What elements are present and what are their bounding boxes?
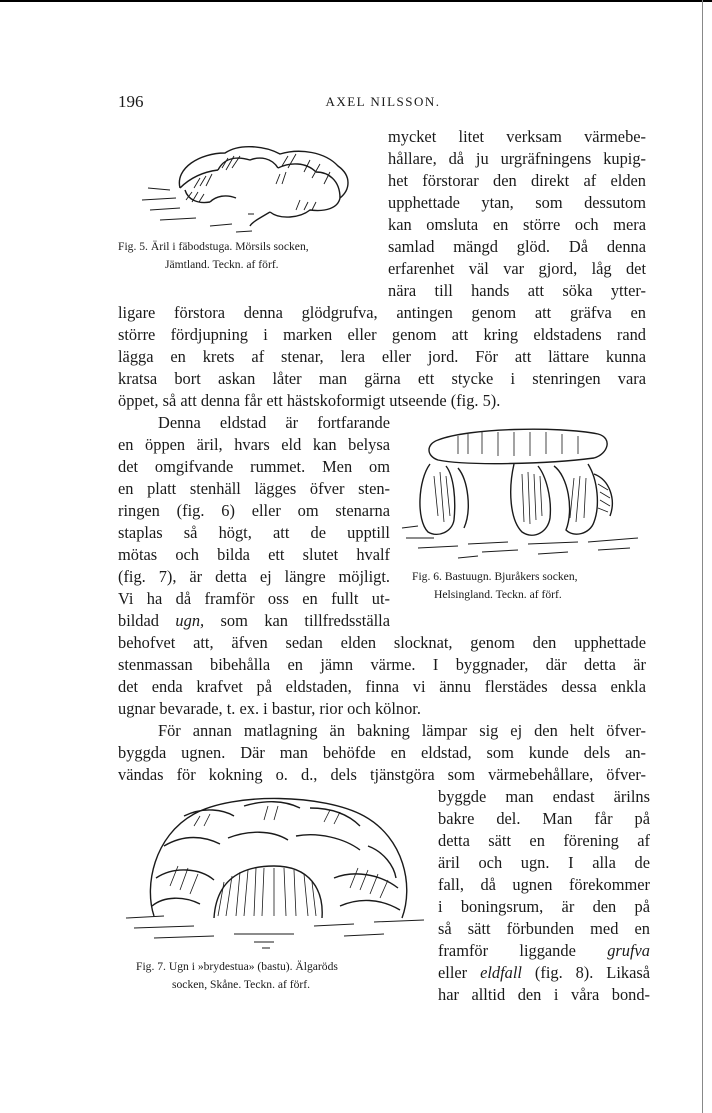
text-line-mixed <box>118 610 390 631</box>
text-line: lägga en krets af stenar, lera eller jord. För att lättare kunna <box>118 347 646 366</box>
text-line: behofvet att, äfven sedan elden slocknat, genom den upphettade <box>118 633 646 652</box>
scan-edge-top <box>0 0 712 2</box>
scan-edge-right <box>702 0 703 1113</box>
text-line: kratsa bort askan låter man gärna ett stycke i stenringen vara <box>118 369 646 388</box>
text-line: erfarenhet väl var gjord, låg det <box>388 259 646 278</box>
text-line: kan omsluta en större och mera <box>388 215 646 234</box>
text-line: het förstorar den direkt af elden <box>388 171 646 190</box>
text-line: äril och ugn. I alla de <box>438 853 650 872</box>
text-line: i boningsrum, är den på <box>438 897 650 916</box>
italic-term: ugn, <box>175 611 205 630</box>
text-line: det omgifvande rummet. Men om <box>118 457 390 476</box>
text-line: samlad mängd glöd. Då denna <box>388 237 646 256</box>
text-line-mixed <box>438 940 650 961</box>
page-header <box>118 92 648 114</box>
running-head: AXEL NILSSON. <box>325 94 441 109</box>
text-line: staplas så högt, att de upptill <box>118 523 390 542</box>
text-line: byggde man endast ärilns <box>438 787 650 806</box>
text-run: framför liggande <box>438 941 608 960</box>
text-line: mötas och bilda ett slutet hvalf <box>118 545 390 564</box>
text-line: fall, då ugnen förekommer <box>438 875 650 894</box>
figure-6-drawing <box>398 420 650 570</box>
text-line: har alltid den i våra bond- <box>438 985 650 1004</box>
text-line: ugnar bevarade, t. ex. i bastur, rior och kölnor. <box>118 699 421 718</box>
figure-7-caption-line2: socken, Skåne. Teckn. af förf. <box>172 978 311 991</box>
text-line: hållare, då ju urgräfningens kupig- <box>388 149 646 168</box>
figure-5-drawing <box>140 128 380 236</box>
text-run: eller <box>438 963 481 982</box>
text-line: öppet, så att denna får ett hästskoformigt utseende (fig. 5). <box>118 391 501 410</box>
text-line: detta sätt en förening af <box>438 831 650 850</box>
text-line: ringen (fig. 6) eller om stenarna <box>118 501 390 520</box>
figure-6-caption-line2: Helsingland. Teckn. af förf. <box>434 588 562 601</box>
text-line: en platt stenhäll lägges öfver sten- <box>118 479 390 498</box>
figure-6-caption-line1: Fig. 6. Bastuugn. Bjuråkers socken, <box>412 570 578 583</box>
text-line: byggda ugnen. Där man behöfde en eldstad, som kunde dels an- <box>118 743 646 762</box>
figure-7-caption-line1: Fig. 7. Ugn i »brydestua» (bastu). Älgaröds <box>136 960 338 973</box>
figure-7-drawing <box>124 786 424 956</box>
text-line: Denna eldstad är fortfarande <box>158 413 390 432</box>
text-line: en öppen äril, hvars eld kan belysa <box>118 435 390 454</box>
text-line: upphettade ytan, som dessutom <box>388 193 646 212</box>
italic-term: grufva <box>607 941 650 960</box>
text-run: (fig. 8). Likaså <box>521 963 650 982</box>
text-line: (fig. 7), är detta ej längre möjligt. <box>118 567 390 586</box>
text-line: stenmassan bibehålla en jämn värme. I byggnader, där detta är <box>118 655 646 674</box>
text-line: mycket litet verksam värmebe- <box>388 127 646 146</box>
figure-5-caption-line2: Jämtland. Teckn. af förf. <box>165 258 279 271</box>
text-line-mixed <box>438 962 650 983</box>
text-run: som kan tillfredsställa <box>204 611 390 630</box>
text-line: För annan matlagning än bakning lämpar sig ej den helt öfver- <box>158 721 646 740</box>
text-line: bakre del. Man får på <box>438 809 650 828</box>
italic-term: eldfall <box>480 963 522 982</box>
text-line: så sätt förbunden med en <box>438 919 650 938</box>
text-line: vändas för kokning o. d., dels tjänstgöra som värmebehållare, öfver- <box>118 765 646 784</box>
page-number: 196 <box>118 92 144 111</box>
figure-5-caption-line1: Fig. 5. Äril i fäbodstuga. Mörsils socken, <box>118 240 309 253</box>
text-line: nära till hands att söka ytter- <box>388 281 646 300</box>
text-line: större fördjupning i marken eller genom att kring eldstadens rand <box>118 325 646 344</box>
text-line: Vi ha då framför oss en fullt ut- <box>118 589 390 608</box>
text-run: bildad <box>118 611 176 630</box>
text-line: ligare förstora denna glödgrufva, antingen genom att gräfva en <box>118 303 646 322</box>
text-line: det enda krafvet på eldstaden, finna vi ännu flerstädes dessa enkla <box>118 677 646 696</box>
